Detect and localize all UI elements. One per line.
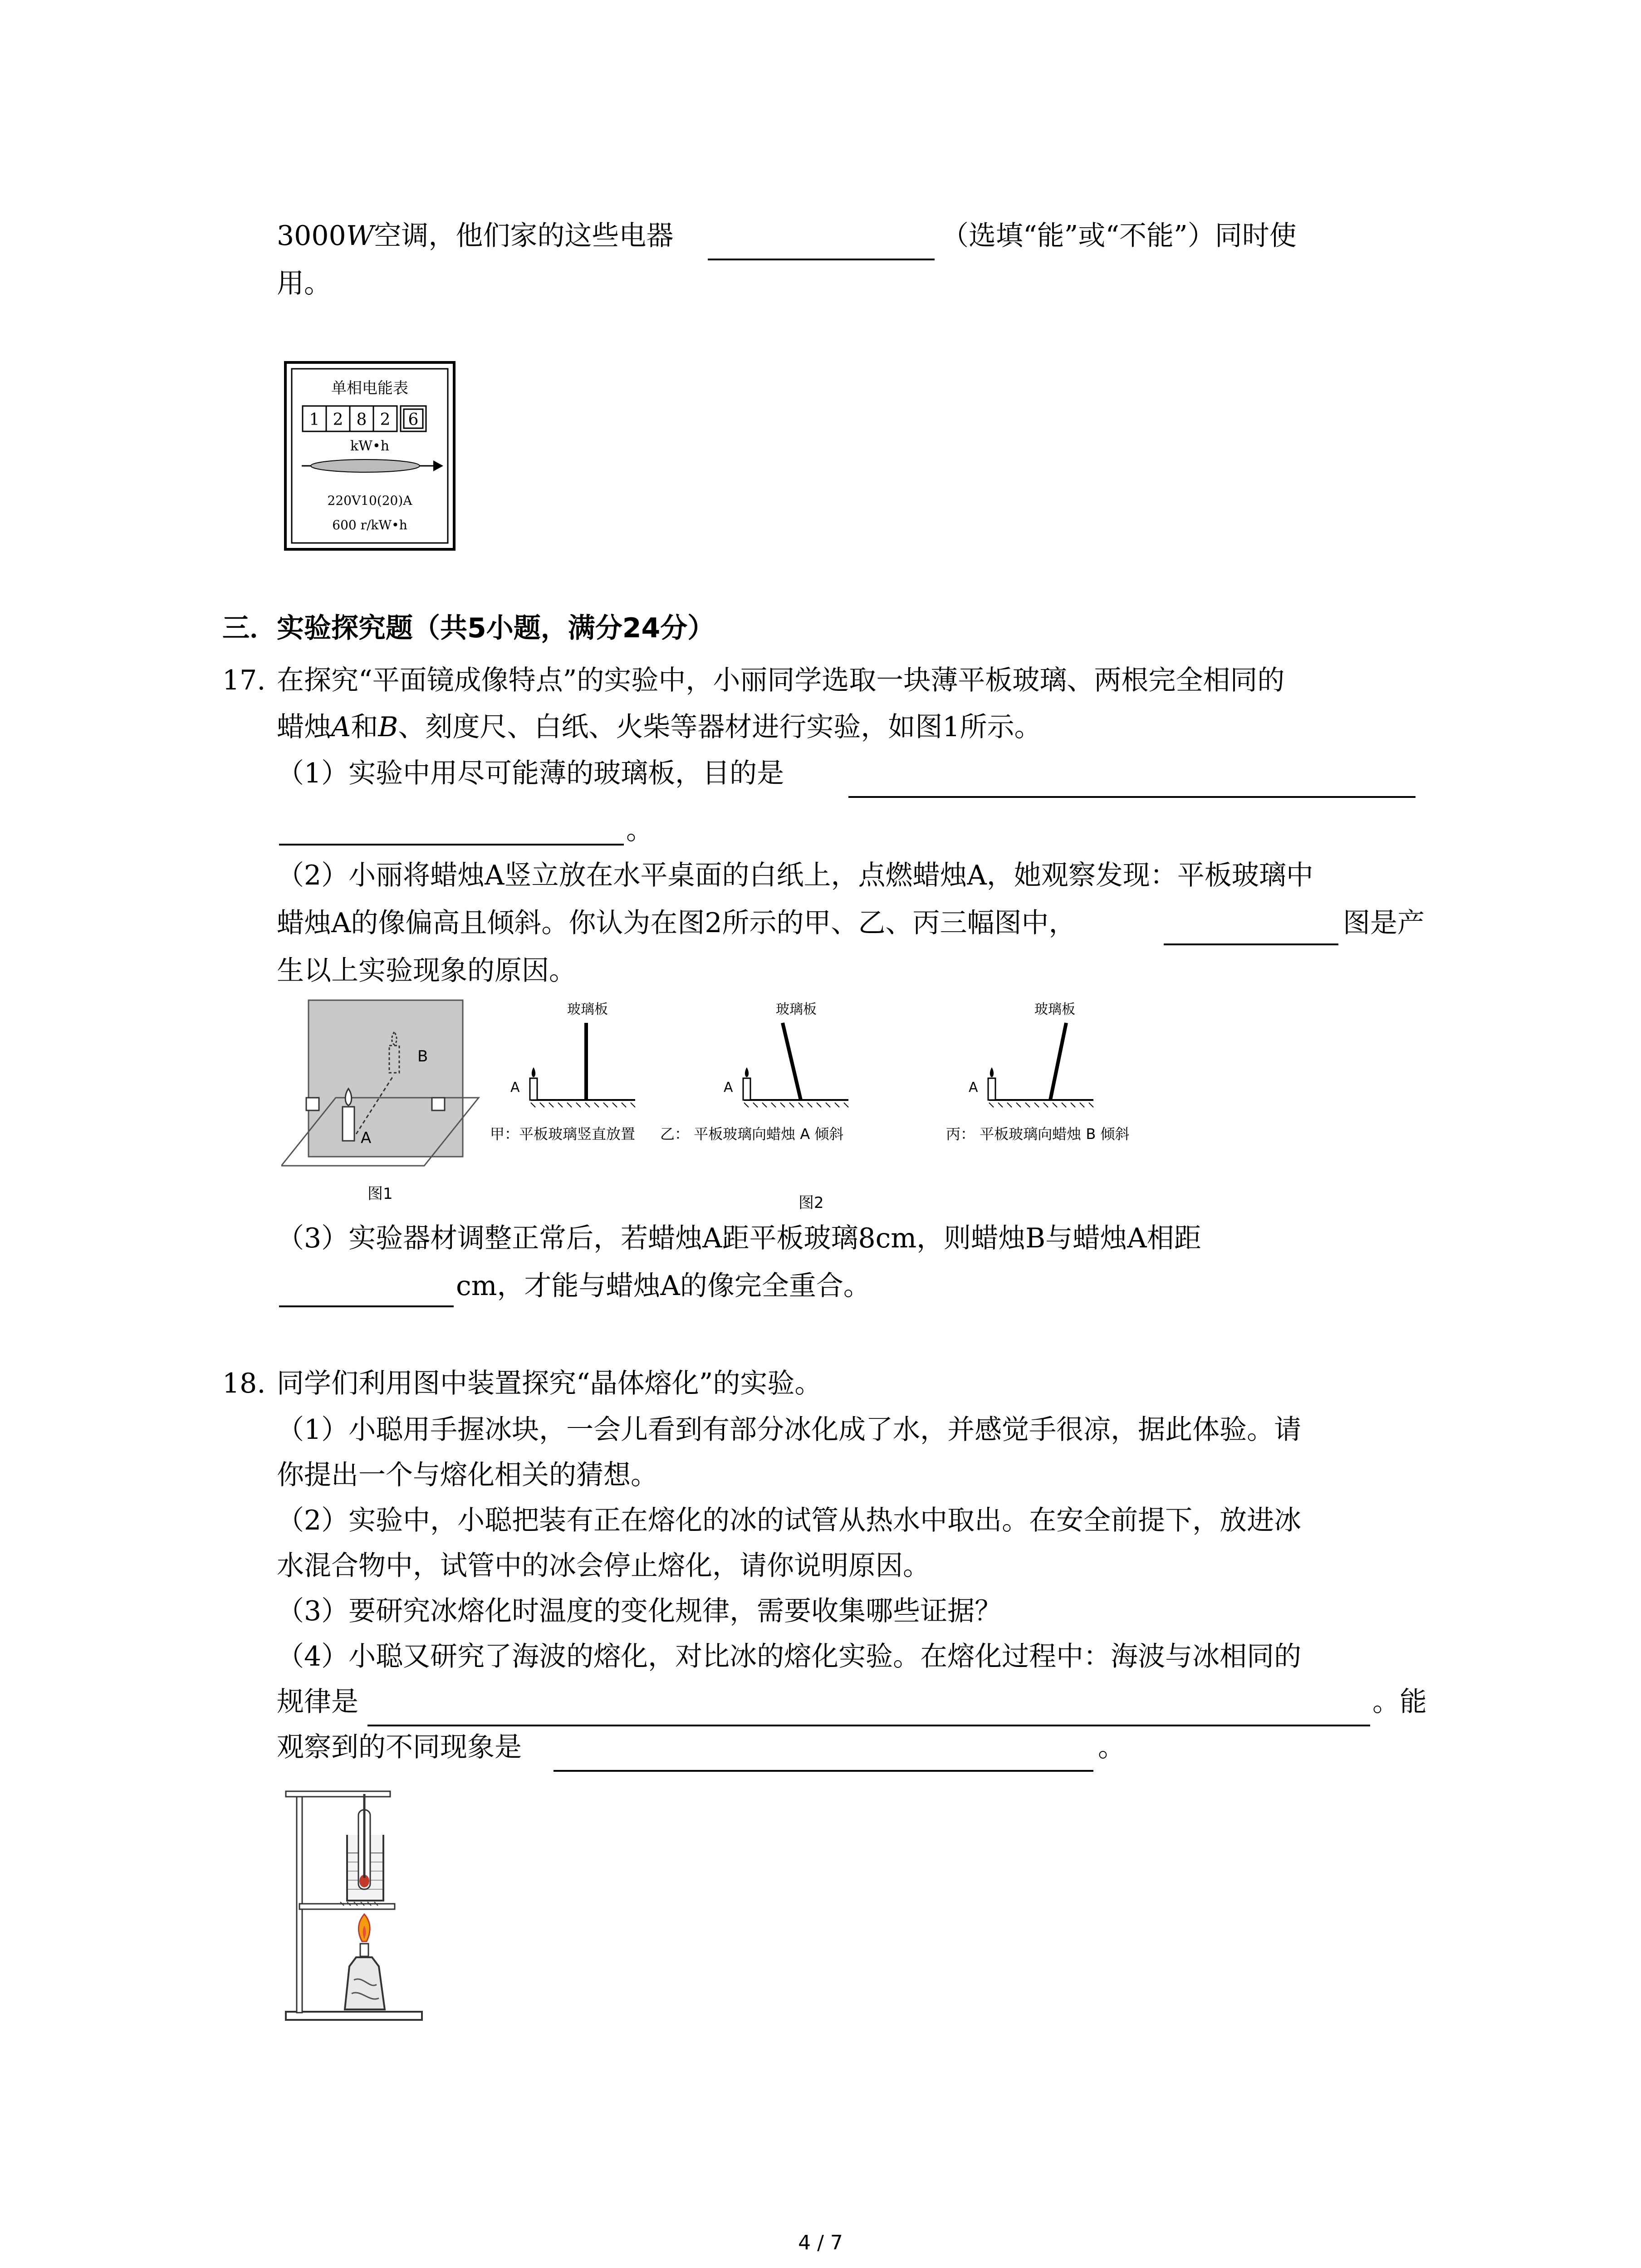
q18-part1-line1: （1）小聪用手握冰块，一会儿看到有部分冰化成了水，并感觉手很凉，据此体验。请 [277,1414,1302,1446]
q17-part2-line3: 生以上实验现象的原因。 [277,955,576,987]
q16-line1-text: 空调，他们家的这些电器 [374,220,674,252]
meter-digit: 2 [333,411,343,429]
fig2-caption-bing: 丙： 平板玻璃向蜡烛 B 倾斜 [946,1125,1130,1143]
q18-part4-line3-end: 。 [1098,1731,1125,1763]
figure2-glass-placements [485,996,1193,1213]
meter-unit: kW•h [350,438,390,454]
q16-line2: 用。 [277,268,331,299]
q16-line1-end: （选填“能”或“不能”）同时使 [941,220,1297,252]
meter-revolutions: 600 r/kW•h [332,518,407,533]
q18-part4-blank-a[interactable] [367,1725,1370,1726]
fig2-panel-jia [490,1002,635,1143]
fig2-caption: 图2 [798,1194,824,1212]
q17-part2-line2-end: 图是产 [1343,907,1425,939]
q18-part1-line2: 你提出一个与熔化相关的猜想。 [277,1459,658,1491]
q18-part4-line2-end: 。能 [1372,1686,1427,1718]
q17-stem-text: 和 [351,711,378,743]
q17-part2-blank[interactable] [1164,943,1338,945]
page-number: 4 / 7 [798,2231,843,2254]
q17-stem-line2 [277,709,1042,745]
q17-part2-line2: 蜡烛A的像偏高且倾斜。你认为在图2所示的甲、乙、丙三幅图中， [277,907,1076,939]
q17-number: 17. [222,665,266,696]
meter-digit: 2 [380,411,391,429]
glass-label: 玻璃板 [776,1002,817,1017]
q17-part1-end: 。 [626,814,653,846]
q17-stem-line1: 在探究“平面镜成像特点”的实验中，小丽同学选取一块薄平板玻璃、两根完全相同的 [277,665,1285,696]
q17-part1-blank-b[interactable] [279,844,624,846]
meter-digit: 1 [309,411,320,429]
q18-part4-line2: 规律是 [277,1686,358,1718]
alcohol-lamp-icon [345,1914,385,2009]
meter-title: 单相电能表 [331,379,408,397]
fig2-panel-bing [946,1002,1129,1143]
fig2-caption-jia: 甲：平板玻璃竖直放置 [490,1125,636,1143]
q18-part4-line1: （4）小聪又研究了海波的熔化，对比冰的熔化实验。在熔化过程中：海波与冰相同的 [277,1641,1302,1672]
fig2-panel-yi [660,1002,848,1143]
q17-part1-blank-a[interactable] [848,796,1416,798]
fig1-label-b: B [417,1047,428,1066]
q18-stem: 同学们利用图中装置探究“晶体熔化”的实验。 [277,1368,822,1399]
q17-stem-text: 、刻度尺、白纸、火柴等器材进行实验，如图1所示。 [398,711,1042,743]
melting-apparatus-figure [281,1785,431,2025]
q16-power-unit: W [346,220,374,252]
electric-meter-figure [284,361,456,551]
meter-digit: 8 [356,411,367,429]
q18-part2-line2: 水混合物中，试管中的冰会停止熔化，请你说明原因。 [277,1550,930,1582]
meter-rating: 220V10(20)A [327,493,412,508]
q18-part4-blank-b[interactable] [554,1770,1093,1772]
fig1-label-a: A [361,1129,372,1147]
glass-label: 玻璃板 [567,1002,608,1017]
q18-number: 18. [222,1368,266,1399]
fig1-caption: 图1 [367,1185,393,1203]
q16-power-value: 3000 [277,220,346,252]
q18-part4-line3: 观察到的不同现象是 [277,1731,522,1763]
q17-part3-line2: cm，才能与蜡烛A的像完全重合。 [456,1270,871,1302]
glass-label: 玻璃板 [1034,1002,1075,1017]
candle-label: A [510,1080,520,1095]
q17-stem-text: 蜡烛 [277,711,331,743]
q18-part3: （3）要研究冰熔化时温度的变化规律，需要收集哪些证据？ [277,1595,1002,1627]
q17-part1: （1）实验中用尽可能薄的玻璃板，目的是 [277,758,784,789]
q17-part3-blank[interactable] [279,1305,454,1307]
q16-answer-blank[interactable] [708,259,935,260]
figure1-mirror-setup [281,996,485,1218]
q18-part2-line1: （2）实验中，小聪把装有正在熔化的冰的试管从热水中取出。在安全前提下，放进冰 [277,1505,1302,1536]
q17-candle-a: A [331,711,351,743]
section-title: 三．实验探究题（共5小题，满分24分） [222,612,715,644]
meter-digit-decimal: 6 [408,411,419,429]
candle-label: A [969,1080,978,1095]
q16-line1 [277,218,673,254]
q17-part2-line1: （2）小丽将蜡烛A竖立放在水平桌面的白纸上，点燃蜡烛A，她观察发现：平板玻璃中 [277,860,1313,891]
q17-part3-line1: （3）实验器材调整正常后，若蜡烛A距平板玻璃8cm，则蜡烛B与蜡烛A相距 [277,1222,1201,1254]
q17-candle-b: B [378,711,398,743]
fig2-caption-yi: 乙： 平板玻璃向蜡烛 A 倾斜 [660,1125,844,1143]
candle-label: A [724,1080,733,1095]
